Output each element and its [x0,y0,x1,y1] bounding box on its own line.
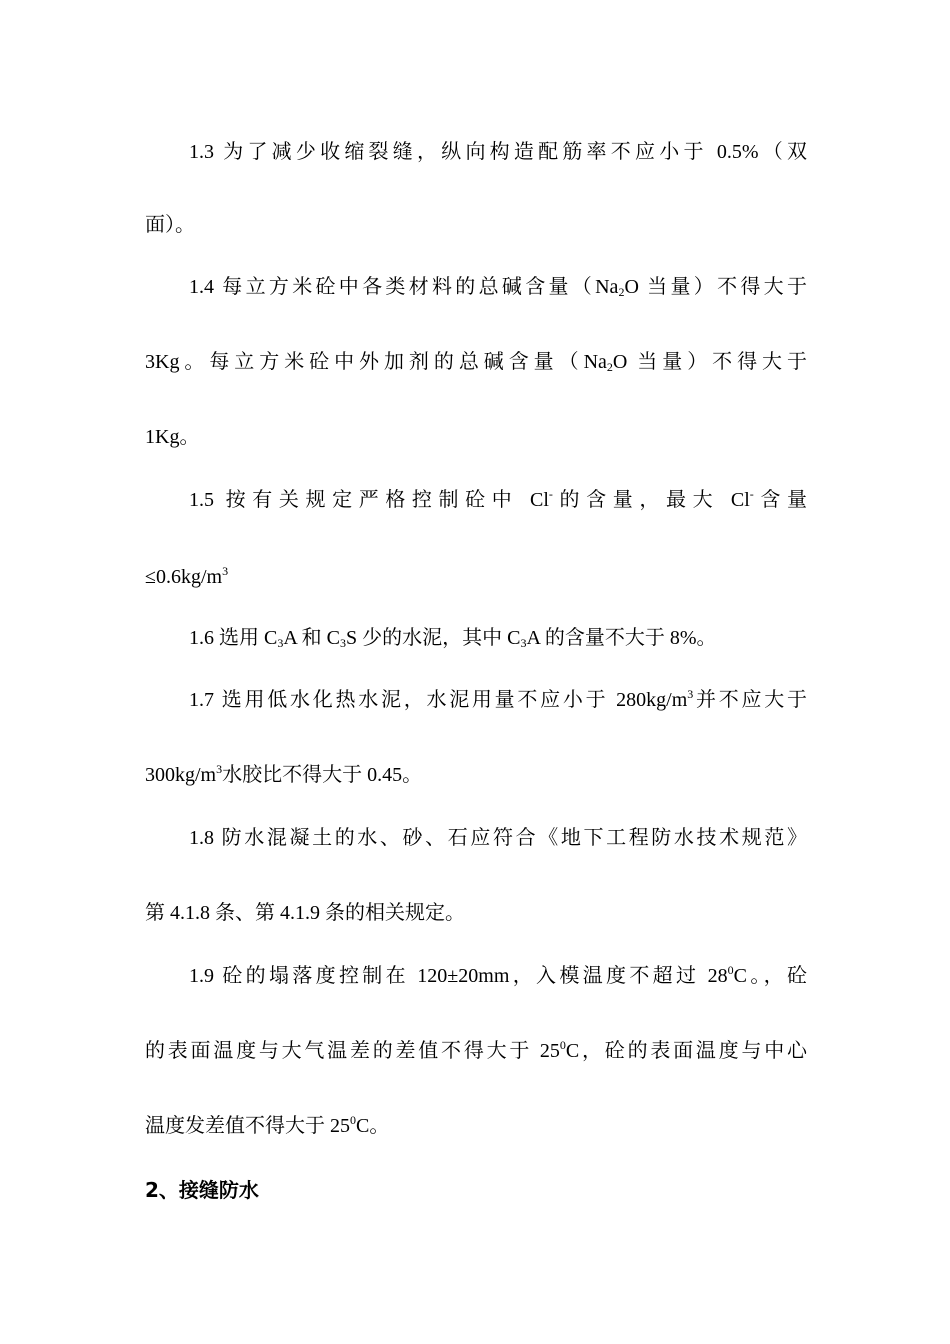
paragraph-1-7-line-2: $300kg/m^3$水胶比不得大于 0.45。 [145,762,423,786]
paragraph-1-3-line-1: 1.3 为了减少收缩裂缝，纵向构造配筋率不应小于 0.5%（双 [189,141,807,163]
paragraph-1-3-line-2: 面）。 [145,214,195,236]
paragraph-1-9-line-3: 温度发差值不得大于 $25^0C$。 [145,1113,390,1137]
section-2-heading: 2、接缝防水 [145,1178,259,1202]
paragraph-1-9-line-2: 的表面温度与大气温差的差值不得大于 $25^0C$，砼的表面温度与中心 [145,1038,807,1062]
paragraph-1-7-line-1: 1.7 选用低水化热水泥，水泥用量不应小于 $280kg/m^3$并不应大于 [189,687,807,711]
paragraph-1-5-line-1: 1.5 按有关规定严格控制砼中 Cl-的含量，最大 Cl-含量 [189,487,807,511]
paragraph-1-4-line-1: 1.4 每立方米砼中各类材料的总碱含量（$Na_2O$ 当量）不得大于 [189,276,807,299]
paragraph-1-8-line-2: 第 4.1.8 条、第 4.1.9 条的相关规定。 [145,902,465,924]
paragraph-1-4-line-2: 3Kg。每立方米砼中外加剂的总碱含量（$Na_2O$ 当量）不得大于 [145,351,807,374]
paragraph-1-4-line-3: 1Kg。 [145,426,200,448]
paragraph-1-6: 1.6 选用 $C_3A$ 和 $C_3S$ 少的水泥，其中 $C_3A$ 的含量不大于 8%。 [189,627,717,650]
paragraph-1-5-line-2: $\le 0.6kg/m^3$ [145,564,229,588]
paragraph-1-8-line-1: 1.8 防水混凝土的水、砂、石应符合《地下工程防水技术规范》 [189,827,807,849]
paragraph-1-9-line-1: 1.9 砼的塌落度控制在 120±20mm，入模温度不超过 $28^0C$。，砼 [189,963,807,987]
